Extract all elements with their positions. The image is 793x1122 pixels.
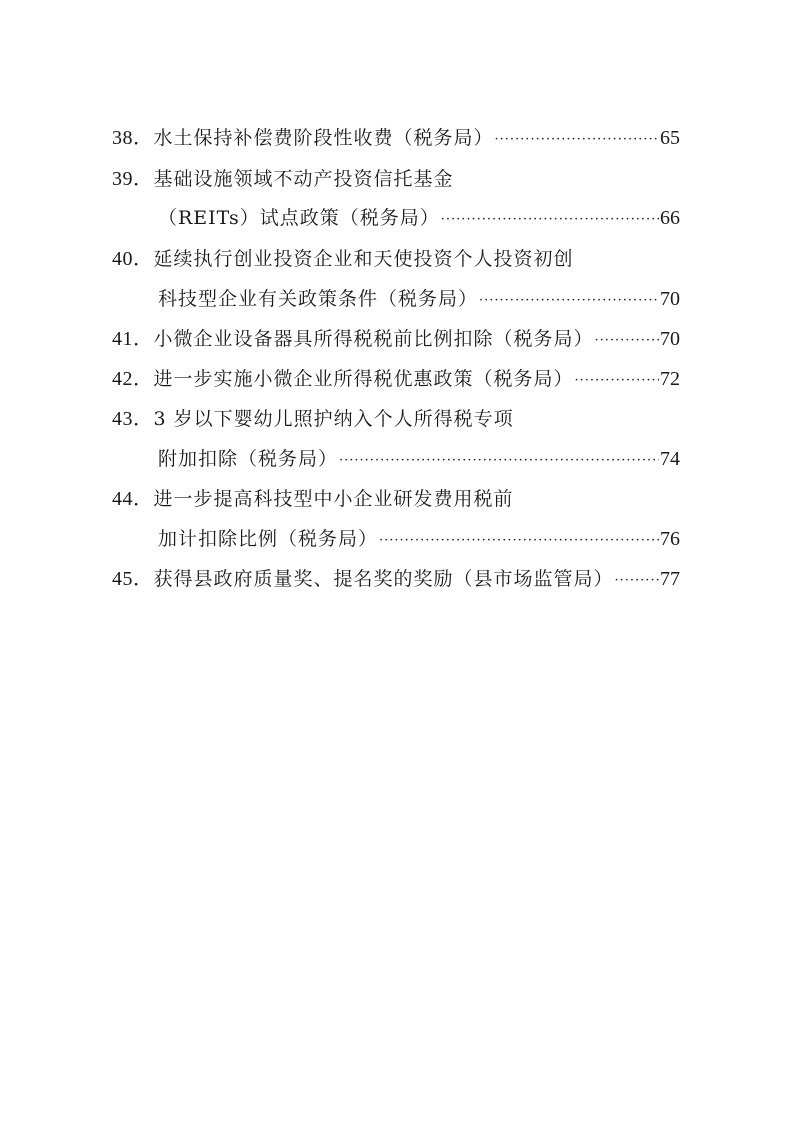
- toc-leader-dots: [441, 205, 659, 235]
- toc-entry-page: 70: [660, 328, 680, 350]
- toc-entry-page: 66: [660, 207, 680, 229]
- toc-leader-dots: [615, 566, 659, 596]
- toc-leader-dots: [595, 326, 659, 356]
- toc-entry-page: 74: [660, 448, 680, 470]
- toc-entry-41[interactable]: [112, 324, 680, 354]
- toc-entry-number: 43．: [112, 408, 154, 430]
- toc-entry-44[interactable]: [112, 484, 680, 514]
- toc-entry-title-continuation: 科技型企业有关政策条件（税务局）: [158, 288, 479, 310]
- toc-entry-title: 进一步实施小微企业所得税优惠政策（税务局）: [153, 368, 574, 390]
- toc-entry-number: 45．: [112, 568, 154, 590]
- toc-leader-dots: [479, 286, 659, 316]
- toc-entry-title-continuation: 加计扣除比例（税务局）: [158, 528, 379, 550]
- toc-entry-40[interactable]: [112, 244, 680, 274]
- toc-leader-dots: [379, 526, 659, 556]
- toc-entry-number: 38．: [112, 127, 154, 149]
- toc-entry-title-continuation: （REITs）试点政策（税务局）: [158, 207, 440, 229]
- toc-entry-45[interactable]: [112, 564, 680, 594]
- toc-entry-page: 76: [660, 528, 680, 550]
- toc-leader-dots: [575, 366, 659, 396]
- toc-entry-title: 延续执行创业投资企业和天使投资个人投资初创: [153, 248, 574, 270]
- toc-entry-page: 72: [660, 368, 680, 390]
- toc-entry-page: 77: [660, 568, 680, 590]
- toc-entry-title-continuation: 附加扣除（税务局）: [158, 448, 339, 470]
- toc-entry-page: 65: [660, 127, 680, 149]
- toc-entry-number: 40．: [112, 248, 154, 270]
- toc-entry-number: 44．: [112, 488, 154, 510]
- toc-entry-title: 3 岁以下婴幼儿照护纳入个人所得税专项: [153, 408, 514, 430]
- toc-entry-title: 进一步提高科技型中小企业研发费用税前: [153, 488, 514, 510]
- toc-entry-title: 基础设施领域不动产投资信托基金: [153, 168, 454, 190]
- toc-entry-39[interactable]: [112, 164, 680, 194]
- toc-entry-42[interactable]: [112, 364, 680, 394]
- toc-entry-44-continuation[interactable]: [158, 524, 680, 554]
- toc-entry-title: 获得县政府质量奖、提名奖的奖励（县市场监管局）: [153, 568, 614, 590]
- toc-entry-number: 42．: [112, 368, 154, 390]
- toc-entry-number: 41．: [112, 328, 154, 350]
- toc-entry-43[interactable]: [112, 404, 680, 434]
- toc-entry-title: 水土保持补偿费阶段性收费（税务局）: [153, 127, 494, 149]
- toc-entry-43-continuation[interactable]: [158, 444, 680, 474]
- toc-entry-40-continuation[interactable]: [158, 284, 680, 314]
- toc-entry-number: 39．: [112, 168, 154, 190]
- toc-entry-title: 小微企业设备器具所得税税前比例扣除（税务局）: [153, 328, 594, 350]
- toc-entry-38[interactable]: [112, 123, 680, 153]
- toc-leader-dots: [339, 446, 659, 476]
- toc-leader-dots: [495, 125, 659, 155]
- toc-entry-page: 70: [660, 288, 680, 310]
- toc-entry-39-continuation[interactable]: [158, 203, 680, 233]
